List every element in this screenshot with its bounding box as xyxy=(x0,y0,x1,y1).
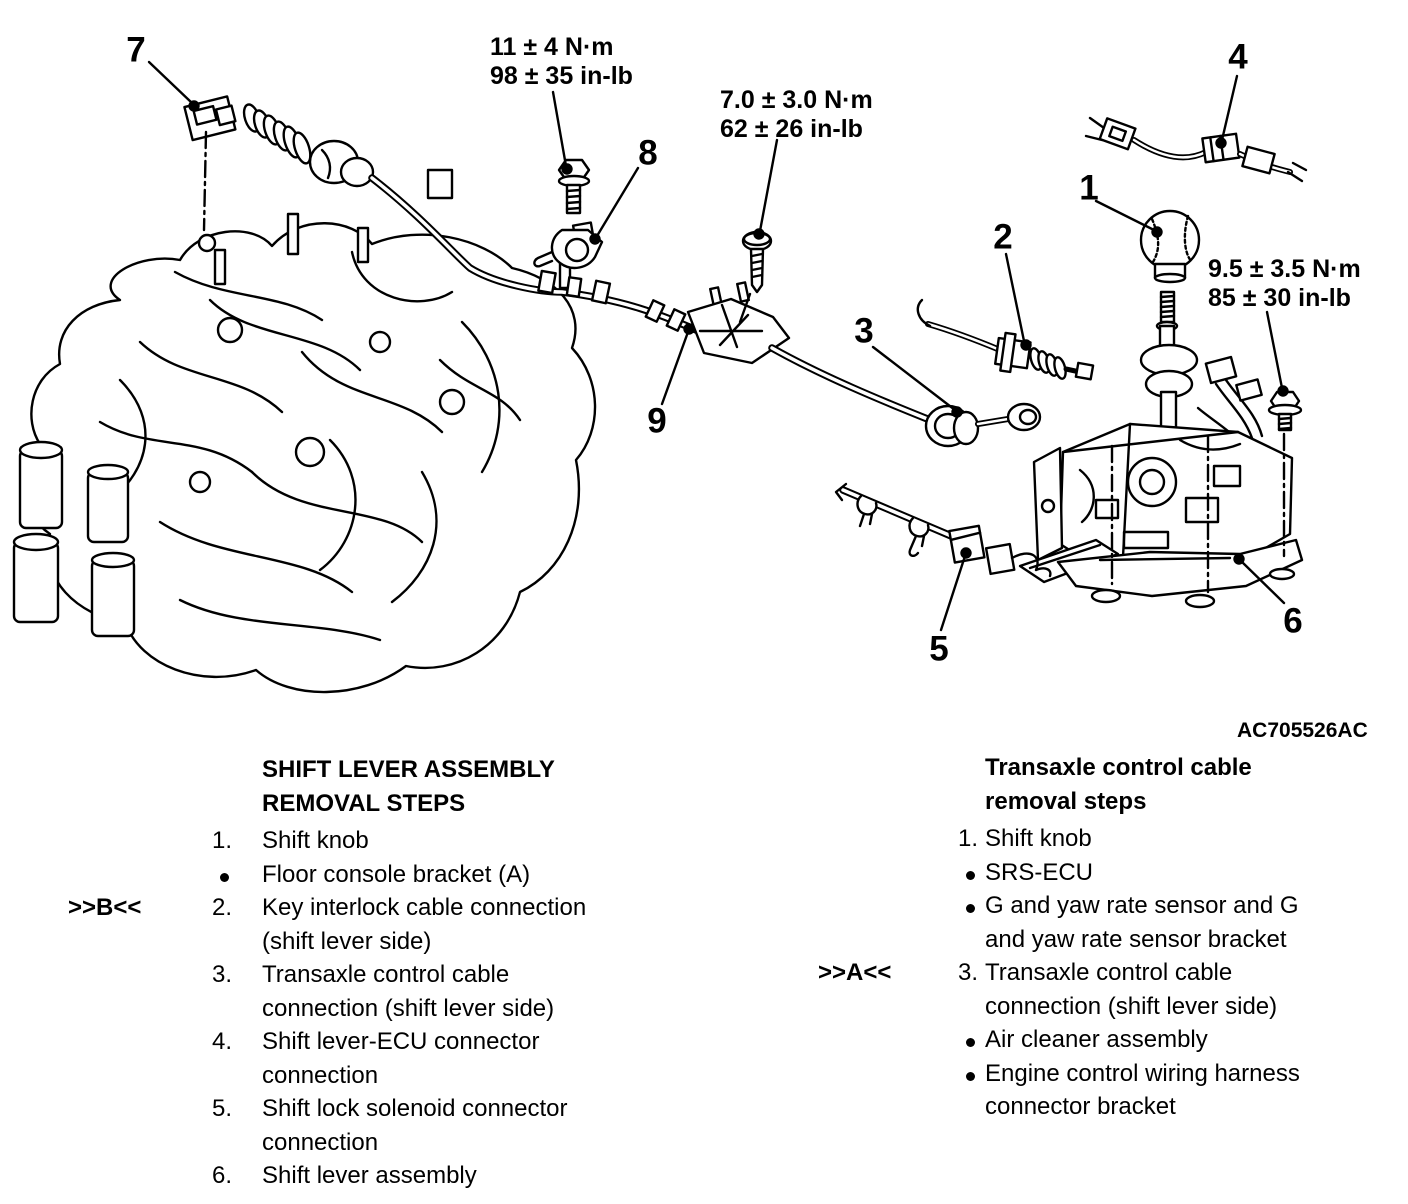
step-bullet xyxy=(958,889,985,923)
step-text-line: Floor console bracket (A) xyxy=(262,860,531,888)
torque-label-clamp-bolt xyxy=(490,33,633,91)
figure-code: AC705526AC xyxy=(1237,719,1368,742)
heading-line: Transaxle control cable xyxy=(985,754,1252,781)
removal-step xyxy=(212,958,586,1025)
step-text-line: Shift knob xyxy=(985,825,1092,852)
callout-1: 1 xyxy=(1079,168,1099,208)
callout-2: 2 xyxy=(993,217,1013,257)
shift-lever-assembly-artwork xyxy=(1020,292,1302,607)
key-interlock-cable-artwork xyxy=(918,300,1093,380)
step-text-line: Shift knob xyxy=(262,827,369,854)
bullet-icon xyxy=(966,1072,975,1081)
removal-step xyxy=(212,1159,586,1193)
cable-end-fitting-artwork xyxy=(184,96,373,230)
step-text-line: and yaw rate sensor bracket xyxy=(985,925,1287,953)
shift-knob-artwork xyxy=(1141,211,1199,282)
solenoid-connector-artwork xyxy=(836,484,1050,576)
step-text-line: (shift lever side) xyxy=(262,927,432,955)
removal-step xyxy=(958,1023,1300,1057)
heading-line: SHIFT LEVER ASSEMBLY xyxy=(262,756,555,783)
cable-clamp-artwork xyxy=(534,223,602,268)
step-text xyxy=(262,891,586,958)
torque-imperial: 62 ± 26 in-lb xyxy=(720,115,863,143)
step-anchor-marker: >>A<< xyxy=(818,959,892,986)
callout-7: 7 xyxy=(126,30,146,70)
bullet-icon xyxy=(220,873,229,882)
step-text xyxy=(262,1092,568,1159)
step-number: 4. xyxy=(212,1028,233,1055)
right-steps-list xyxy=(818,822,1300,1124)
step-text xyxy=(985,1057,1300,1124)
step-number: 2. xyxy=(212,894,233,921)
step-number: 5. xyxy=(212,1095,233,1122)
removal-step xyxy=(958,889,1300,956)
cable-end-artwork xyxy=(926,404,1040,446)
torque-metric: 9.5 ± 3.5 N·m xyxy=(1208,255,1361,283)
callout-9: 9 xyxy=(647,401,667,441)
step-text xyxy=(985,956,1277,1023)
step-text-line: connection (shift lever side) xyxy=(985,992,1278,1020)
step-text xyxy=(262,958,554,1025)
step-text-line: Shift lock solenoid connector xyxy=(262,1095,568,1122)
torque-metric: 7.0 ± 3.0 N·m xyxy=(720,86,873,114)
removal-step xyxy=(958,1057,1300,1124)
step-text-line: Shift lever assembly xyxy=(262,1162,477,1189)
removal-step xyxy=(212,858,586,892)
step-text-line: SRS-ECU xyxy=(985,858,1094,886)
heading-line: removal steps xyxy=(985,787,1147,815)
step-number: 1. xyxy=(212,827,233,854)
step-text-line: G and yaw rate sensor and G xyxy=(985,892,1299,919)
step-number: 3. xyxy=(212,961,233,988)
step-text-line: connection xyxy=(262,1128,379,1156)
right-steps-heading xyxy=(985,751,1252,818)
removal-step xyxy=(958,822,1300,856)
step-bullet xyxy=(212,858,262,892)
step-text xyxy=(985,856,1093,890)
bullet-icon xyxy=(966,871,975,880)
removal-step xyxy=(212,1025,586,1092)
callout-6: 6 xyxy=(1283,601,1303,641)
torque-imperial: 85 ± 30 in-lb xyxy=(1208,284,1351,312)
step-text xyxy=(262,858,530,892)
removal-step xyxy=(958,856,1300,890)
step-anchor-marker: >>B<< xyxy=(68,894,142,921)
step-text-line: connection (shift lever side) xyxy=(262,994,555,1022)
step-bullet xyxy=(958,856,985,890)
torque-metric: 11 ± 4 N·m xyxy=(490,33,614,61)
callout-4: 4 xyxy=(1228,37,1248,77)
removal-step xyxy=(68,891,587,958)
step-text xyxy=(985,1023,1208,1057)
step-text-line: connection xyxy=(262,1061,379,1089)
step-text-line: Air cleaner assembly xyxy=(985,1026,1208,1053)
torque-imperial: 98 ± 35 in-lb xyxy=(490,62,633,90)
left-steps-list xyxy=(68,824,587,1193)
harness-artwork xyxy=(1086,118,1306,181)
transaxle-artwork xyxy=(14,170,595,692)
step-number: 3. xyxy=(958,959,979,986)
tapping-screw-artwork xyxy=(743,232,771,292)
step-text-line: Key interlock cable connection xyxy=(262,894,587,921)
bullet-icon xyxy=(966,1038,975,1047)
removal-step xyxy=(212,824,586,858)
callout-5: 5 xyxy=(929,629,949,669)
step-number: 6. xyxy=(212,1162,233,1189)
step-text-line: connector bracket xyxy=(985,1093,1176,1120)
removal-step xyxy=(212,1092,586,1159)
torque-label-flange-bolt xyxy=(1208,255,1361,313)
left-steps-heading xyxy=(262,753,555,820)
step-bullet xyxy=(958,1057,985,1091)
step-bullet xyxy=(958,1023,985,1057)
torque-label-tapping-screw xyxy=(720,86,873,144)
heading-line: REMOVAL STEPS xyxy=(262,789,466,817)
callout-8: 8 xyxy=(638,133,658,173)
callout-3: 3 xyxy=(854,311,874,351)
step-text-line: Transaxle control cable xyxy=(985,959,1233,986)
step-text xyxy=(262,1159,477,1193)
step-text-line: Shift lever-ECU connector xyxy=(262,1028,540,1055)
removal-step xyxy=(818,956,1300,1023)
step-number: 1. xyxy=(958,825,979,852)
step-text xyxy=(985,822,1092,856)
step-text xyxy=(262,1025,539,1092)
step-text xyxy=(262,824,369,858)
step-text-line: Engine control wiring harness xyxy=(985,1059,1300,1087)
step-text xyxy=(985,889,1299,956)
bullet-icon xyxy=(966,904,975,913)
flange-bolt-artwork xyxy=(1269,392,1301,430)
step-text-line: Transaxle control cable xyxy=(262,961,510,988)
